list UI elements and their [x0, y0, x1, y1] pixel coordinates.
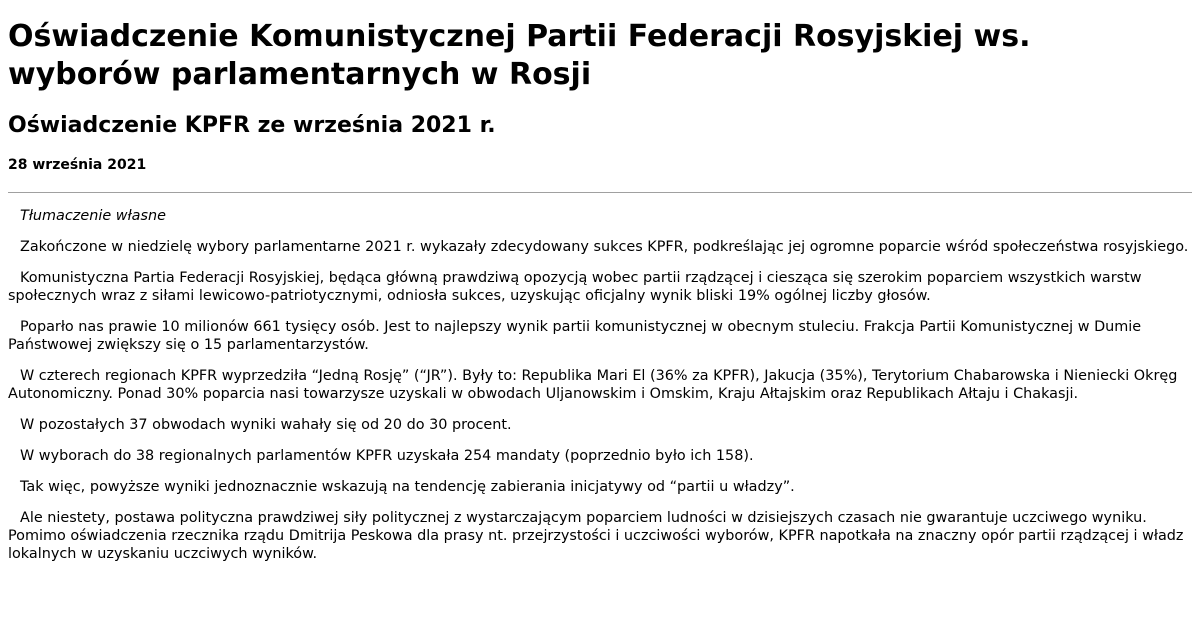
paragraph: Zakończone w niedzielę wybory parlamentarne 2021 r. wykazały zdecydowany sukces KPFR, podkreślając jej ogromne poparcie wśród społeczeństwa rosyjskiego.: [20, 239, 1189, 255]
paragraph: W czterech regionach KPFR wyprzedziła “Jedną Rosję” (“JR”). Były to: Republika Mari El (36% za KPFR), Jakucja (35%), Terytorium Chabarowska i Nieniecki Okręg Autonomiczny. Ponad 30% poparcia nasi towarzysze uzyskali w obwodach Uljanowskim i Omskim, Kraju Ałtajskim oraz Republikach Ałtaju i Chakasji.: [8, 368, 1178, 402]
paragraph: Ale niestety, postawa polityczna prawdziwej siły politycznej z wystarczającym poparciem ludności w dzisiejszych czasach nie gwarantuje uczciwego wyniku. Pomimo oświadczenia rzecznika rządu Dmitrija Peskowa dla prasy nt. przejrzystości i uczciwości wyborów, KPFR napotkała na znaczny opór partii rządzącej i władz lokalnych w uzyskaniu uczciwych wyników.: [8, 510, 1184, 562]
page-subtitle: Oświadczenie KPFR ze września 2021 r.: [8, 113, 496, 138]
divider: [8, 192, 1192, 193]
publication-date: 28 września 2021: [8, 157, 147, 173]
paragraph: Tak więc, powyższe wyniki jednoznacznie wskazują na tendencję zabierania inicjatywy od “partii u władzy”.: [20, 479, 795, 495]
article-body: [8, 207, 1192, 563]
paragraph: Komunistyczna Partia Federacji Rosyjskiej, będąca główną prawdziwą opozycją wobec partii rządzącej i ciesząca się szerokim poparciem wszystkich warstw społecznych wraz z siłami lewicowo-patriotycznymi, odniosła sukces, uzyskując oficjalny wynik bliski 19% ogólnej liczby głosów.: [8, 270, 1142, 304]
translation-note: Tłumaczenie własne: [20, 208, 166, 224]
paragraph: W pozostałych 37 obwodach wyniki wahały się od 20 do 30 procent.: [20, 417, 512, 433]
page-title: Oświadczenie Komunistycznej Partii Federacji Rosyjskiej ws. wyborów parlamentarnych w Rosji: [8, 19, 1031, 92]
paragraph: Poparło nas prawie 10 milionów 661 tysięcy osób. Jest to najlepszy wynik partii komunistycznej w obecnym stuleciu. Frakcja Partii Komunistycznej w Dumie Państwowej zwiększy się o 15 parlamentarzystów.: [8, 319, 1142, 353]
paragraph: W wyborach do 38 regionalnych parlamentów KPFR uzyskała 254 mandaty (poprzednio było ich 158).: [20, 448, 754, 464]
